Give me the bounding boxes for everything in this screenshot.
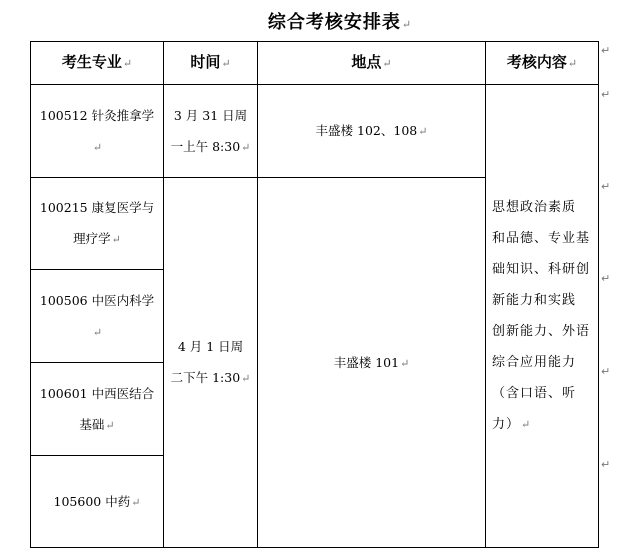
header-time: 时间↵ [164,42,258,85]
table-row [31,85,599,178]
paragraph-mark: ↵ [601,44,611,57]
location-cell: 丰盛楼 102、108↵ [258,85,486,178]
location-cell: 丰盛楼 101↵ [258,178,486,548]
header-major: 考生专业↵ [31,42,164,85]
schedule-table [30,41,599,548]
paragraph-mark: ↵ [601,458,611,471]
time-cell: 4 月 1 日周 二下午 1:30↵ [164,178,258,548]
page-title [0,8,630,34]
major-cell: 105600 中药↵ [31,456,164,548]
major-cell: 100215 康复医学与 理疗学↵ [31,178,164,270]
paragraph-mark: ↵ [401,18,413,31]
major-cell: 100512 针灸推拿学↵ [31,85,164,178]
major-cell: 100506 中医内科学↵ [31,270,164,363]
paragraph-mark: ↵ [601,180,611,193]
header-location: 地点↵ [258,42,486,85]
table-header-row [31,42,599,85]
paragraph-mark: ↵ [601,88,611,101]
paragraph-mark: ↵ [601,365,611,378]
major-cell: 100601 中西医结合 基础↵ [31,363,164,456]
time-cell: 3 月 31 日周 一上午 8:30↵ [164,85,258,178]
title-text: 综合考核安排表 [267,12,401,33]
content-cell: 思想政治素质 和品德、专业基 础知识、科研创 新能力和实践 创新能力、外语 综合应用能力 （含口语、听 力）↵ [486,85,599,548]
paragraph-mark: ↵ [601,272,611,285]
header-content: 考核内容↵ [486,42,599,85]
